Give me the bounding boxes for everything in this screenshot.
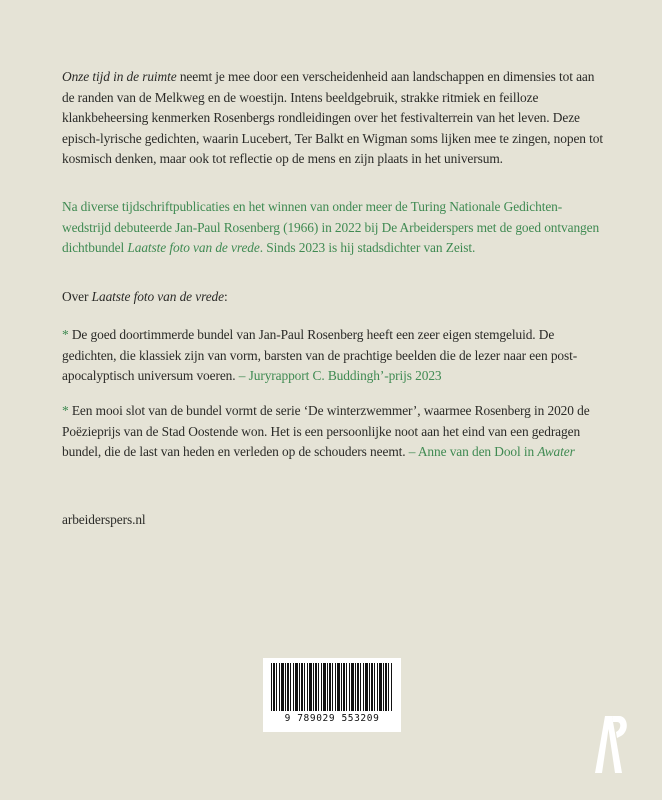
reviews-intro-prefix: Over xyxy=(62,289,92,304)
description-paragraph xyxy=(62,67,610,170)
review-quote xyxy=(62,401,610,463)
publisher-logo-icon xyxy=(592,713,632,775)
quote-source: – Juryrapport C. Buddingh’-prijs 2023 xyxy=(238,368,442,384)
bio-text-1: Na diverse tijdschriftpublicaties en het winnen van onder meer de Turing Nationale Gedichten-wedstrijd debuteerde Jan-Paul Rosenberg (1966) in 2022 bij De Arbeiderspers met de goed ontvangen dichtbundel xyxy=(62,199,600,256)
quote-text: De goed doortimmerde bundel van Jan-Paul Rosenberg heeft een zeer eigen stemgeluid. De gedichten, die klassiek zijn van vorm, barsten van de prachtige beelden die de lezer naar een post-apocalyptisch universum voeren. xyxy=(62,327,578,384)
review-quote xyxy=(62,325,610,387)
bio-text-2: . Sinds 2023 is hij stadsdichter van Zeist. xyxy=(259,240,476,256)
publisher-website[interactable]: arbeiderspers.nl xyxy=(62,512,146,527)
isbn-number: 9 789029 553209 xyxy=(284,713,380,724)
author-bio xyxy=(62,197,610,259)
reviews-intro-suffix: : xyxy=(224,289,228,304)
reviews-intro xyxy=(62,287,610,308)
reviews-intro-title: Laatste foto van de vrede xyxy=(91,289,224,304)
description-text: neemt je mee door een verscheidenheid aan landschappen en dimensies tot aan de randen van de Melkweg en de woestijn. Intens beeldgebruik, strakke ritmiek en feilloze klankbeheersing kenmerken Rosenbergs rondleidingen over het festivalterrein van het leven. Deze episch-lyrische gedichten, waarin Lucebert, Ter Balkt en Wigman soms lijken mee te zingen, nopen tot kosmisch denken, maar ook tot reflectie op de mens en zijn plaats in het universum. xyxy=(62,69,603,167)
bio-book-title: Laatste foto van de vrede xyxy=(127,240,260,256)
quote-source: – Anne van den Dool in xyxy=(408,444,538,460)
quote-star: * xyxy=(62,403,69,418)
barcode-bars xyxy=(271,663,393,711)
quote-source-publication: Awater xyxy=(537,444,575,460)
quote-star: * xyxy=(62,327,69,342)
barcode xyxy=(263,658,401,732)
book-title: Onze tijd in de ruimte xyxy=(62,69,177,84)
quote-text: Een mooi slot van de bundel vormt de serie ‘De winterzwemmer’, waarmee Rosenberg in 2020 de Poëzieprijs van de Stad Oostende won. Het is een persoonlijke noot aan het eind van een gedragen bundel, die de last van heden en verleden op de schouders neemt. xyxy=(62,403,590,460)
